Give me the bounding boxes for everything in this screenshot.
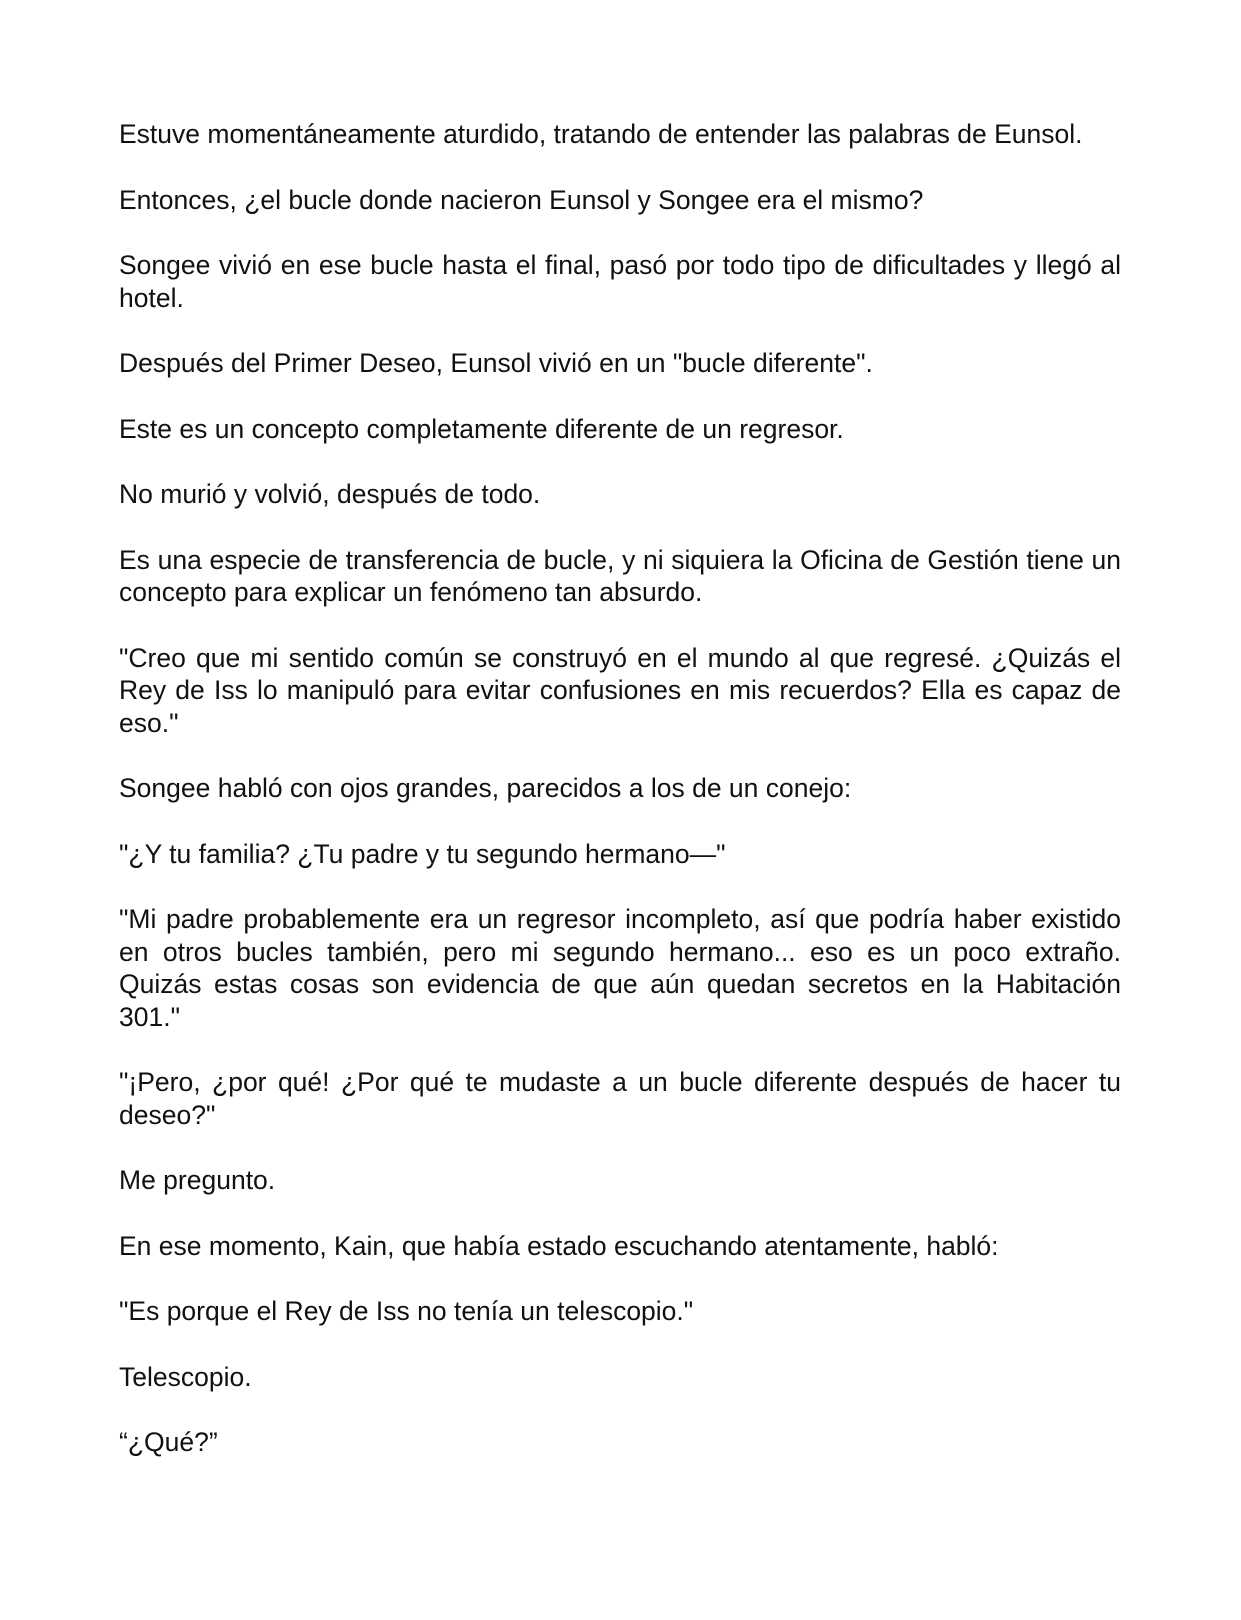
paragraph: Entonces, ¿el bucle donde nacieron Eunsol y Songee era el mismo? [119, 184, 924, 215]
paragraph: "Mi padre probablemente era un regresor incompleto, así que podría haber existido en otros bucles también, pero mi segundo hermano... eso es un poco extraño. Quizás estas cosas son evidencia de que aún quedan secretos en la Habitación 301." [119, 904, 1121, 1032]
paragraph: "Creo que mi sentido común se construyó en el mundo al que regresé. ¿Quizás el Rey de Iss lo manipuló para evitar confusiones en mis recuerdos? Ella es capaz de eso." [119, 642, 1121, 738]
paragraph: Este es un concepto completamente diferente de un regresor. [119, 413, 844, 444]
paragraph: "Es porque el Rey de Iss no tenía un telescopio." [119, 1296, 694, 1326]
document-body [119, 118, 1121, 1492]
paragraph: Después del Primer Deseo, Eunsol vivió en un "bucle diferente". [119, 348, 873, 378]
paragraph: En ese momento, Kain, que había estado escuchando atentamente, habló: [119, 1230, 999, 1261]
paragraph: Me pregunto. [119, 1165, 276, 1195]
paragraph: Songee vivió en ese bucle hasta el final, pasó por todo tipo de dificultades y llegó al hotel. [119, 250, 1121, 313]
paragraph: No murió y volvió, después de todo. [119, 479, 541, 509]
paragraph: “¿Qué?” [119, 1427, 218, 1457]
paragraph: Songee habló con ojos grandes, parecidos a los de un conejo: [119, 773, 852, 803]
paragraph: Telescopio. [119, 1361, 252, 1392]
paragraph: "¿Y tu familia? ¿Tu padre y tu segundo hermano—" [119, 838, 726, 869]
paragraph: "¡Pero, ¿por qué! ¿Por qué te mudaste a un bucle diferente después de hacer tu deseo?" [119, 1067, 1121, 1130]
paragraph: Estuve momentáneamente aturdido, tratando de entender las palabras de Eunsol. [119, 119, 1083, 149]
paragraph: Es una especie de transferencia de bucle, y ni siquiera la Oficina de Gestión tiene un concepto para explicar un fenómeno tan absurdo. [119, 544, 1121, 607]
